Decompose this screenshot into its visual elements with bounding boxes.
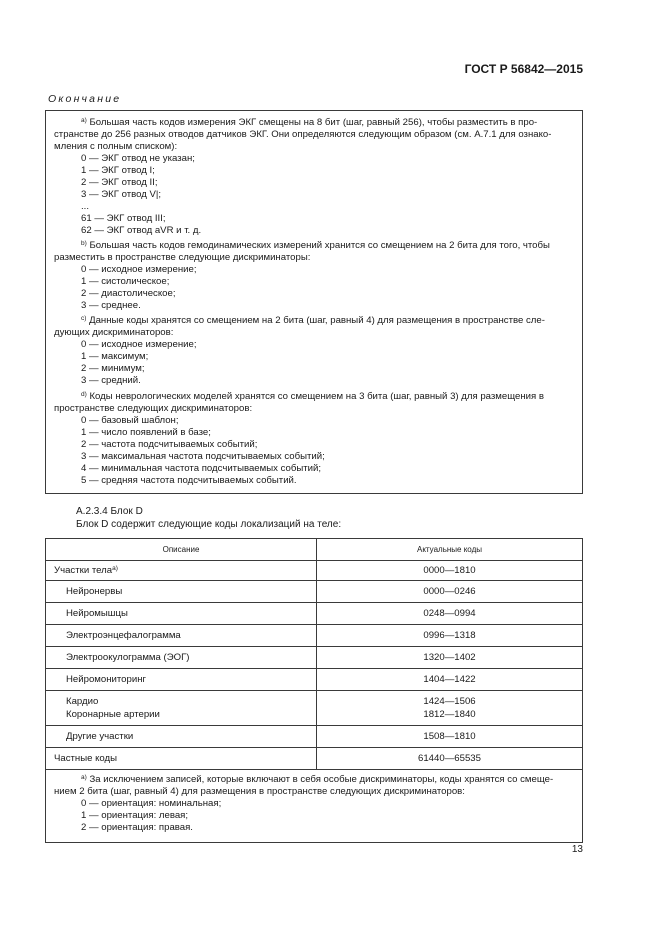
note-line: мления с полным списком): [54,141,178,152]
section-title: А.2.3.4 Блок D [76,506,143,517]
note-list-item: 3 — среднее. [81,300,141,311]
row-code: 1320—1402 [317,647,583,669]
note-ellipsis: ... [81,201,89,212]
table-row [46,581,583,603]
note-list-item: 2 — диастолическое; [81,288,176,299]
row-code: 1508—1810 [317,726,583,748]
note-b-line: $^{b)}$ Большая часть кодов гемодинамических измерений хранится со смещением на 2 бита для того, чтобы [81,240,550,251]
footnote-line: нием 2 бита (шаг, равный 4) для размещения в пространстве следующих дискриминаторов: [54,786,465,797]
note-list-item: 1 — ЭКГ отвод I; [81,165,155,176]
note-line: пространстве следующих дискриминаторов: [54,403,253,414]
row-code: 0000—1810 [317,561,583,581]
note-a-line: $^{a)}$ Большая часть кодов измерения ЭКГ смещены на 8 бит (шаг, равный 256), чтобы разместить в про- [81,117,538,128]
row-code: 0000—0246 [317,581,583,603]
table-row [46,603,583,625]
table-footnote [46,770,583,843]
footnote-line: $^{a)}$ За исключением записей, которые включают в себя особые дискриминаторы, коды хранятся со смеще- [81,774,554,785]
note-list-item: 0 — базовый шаблон; [81,415,179,426]
row-name: Участки тела$^{a)}$ [46,561,317,581]
note-c-line: $^{c)}$ Данные коды хранятся со смещением на 2 бита (шаг, равный 4) для размещения в пространстве сле- [81,315,545,326]
footnote-list-item: 1 — ориентация: левая; [81,810,189,821]
footnotes-box [45,110,583,494]
row-code: 61440—65535 [317,748,583,770]
note-list-item: 1 — число появлений в базе; [81,427,211,438]
note-list-item: 1 — систолическое; [81,276,170,287]
page-number: 13 [571,844,583,855]
note-line: разместить в пространстве следующие дискриминаторы: [54,252,311,263]
note-list-item: 3 — максимальная частота подсчитываемых событий; [81,451,325,462]
note-d-line: $^{d)}$ Коды неврологических моделей хранятся со смещением на 3 бита (шаг, равный 3) для размещения в [81,391,544,402]
note-list-item: 2 — минимум; [81,363,145,374]
table-row [46,647,583,669]
row-name: Кардио Коронарные артерии [46,691,317,726]
table-row [46,669,583,691]
footnote-list-item: 0 — ориентация: номинальная; [81,798,222,809]
note-list-item: 62 — ЭКГ отвод aVR и т. д. [81,225,202,236]
row-name: Нейронервы [46,581,317,603]
header-codes: Актуальные коды [317,539,583,561]
continuation-label: Окончание [48,93,122,105]
table-row [46,726,583,748]
row-name: Электроэнцефалограмма [46,625,317,647]
row-code: 1424—1506 1812—1840 [317,691,583,726]
table-row [46,691,583,726]
note-list-item: 61 — ЭКГ отвод III; [81,213,166,224]
note-list-item: 3 — ЭКГ отвод V|; [81,189,162,200]
footnote-list-item: 2 — ориентация: правая. [81,822,193,833]
row-name: Нейромышцы [46,603,317,625]
note-list-item: 1 — максимум; [81,351,149,362]
standard-number: ГОСТ Р 56842—2015 [464,62,583,76]
note-list-item: 0 — исходное измерение; [81,339,197,350]
note-line: дующих дискриминаторов: [54,327,174,338]
table-footnote-row [46,770,583,843]
row-code: 0248—0994 [317,603,583,625]
note-list-item: 2 — ЭКГ отвод II; [81,177,158,188]
codes-table [45,538,583,843]
table-row [46,748,583,770]
header-description: Описание [46,539,317,561]
row-name: Электроокулограмма (ЭОГ) [46,647,317,669]
table-row [46,625,583,647]
table-row [46,561,583,581]
note-list-item: 4 — минимальная частота подсчитываемых событий; [81,463,321,474]
note-list-item: 5 — средняя частота подсчитываемых событий. [81,475,297,486]
row-name: Частные коды [46,748,317,770]
note-list-item: 0 — ЭКГ отвод не указан; [81,153,195,164]
section-intro: Блок D содержит следующие коды локализаций на теле: [76,519,342,530]
row-name: Нейромониторинг [46,669,317,691]
note-list-item: 2 — частота подсчитываемых событий; [81,439,258,450]
note-list-item: 3 — средний. [81,375,141,386]
note-line: странстве до 256 разных отводов датчиков ЭКГ. Они определяются следующим образом (см. А.7.1 для ознако- [54,129,552,140]
note-list-item: 0 — исходное измерение; [81,264,197,275]
row-code: 0996—1318 [317,625,583,647]
row-code: 1404—1422 [317,669,583,691]
table-header-row [46,539,583,561]
row-name: Другие участки [46,726,317,748]
